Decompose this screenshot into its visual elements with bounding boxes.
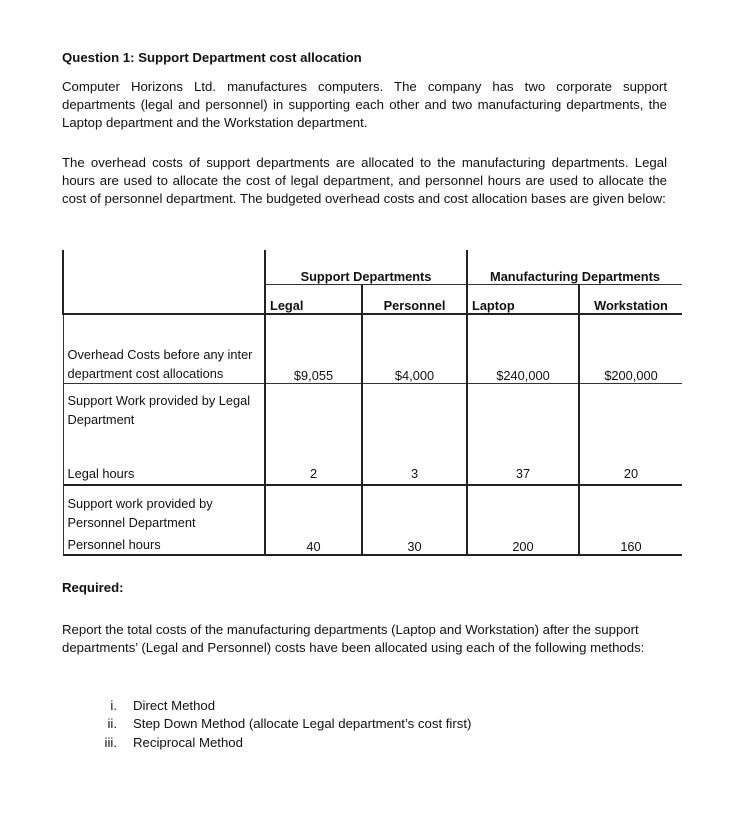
cost-table xyxy=(62,250,682,556)
row-sublabel: Personnel hours xyxy=(67,537,161,552)
row-sublabel: Legal hours xyxy=(67,466,135,481)
intro-paragraph: Computer Horizons Ltd. manufactures computers. The company has two corporate support departments (legal and personnel) in supporting each other and two manufacturing departments, the Laptop department and the Workstation department. xyxy=(62,79,667,130)
question-title: Question 1: Support Department cost allocation xyxy=(62,50,362,65)
table-row xyxy=(63,314,682,383)
support-departments-header: Support Departments xyxy=(265,250,467,284)
cell: 200 xyxy=(467,485,579,555)
table-row xyxy=(63,485,682,555)
cell: 160 xyxy=(579,485,682,555)
col-personnel: Personnel xyxy=(362,284,467,314)
cell: 30 xyxy=(362,485,467,555)
empty-header-cell xyxy=(63,284,265,314)
cell: 37 xyxy=(467,383,579,485)
row-label: Overhead Costs before any inter department cost allocations xyxy=(63,314,265,383)
col-legal: Legal xyxy=(265,284,362,314)
cost-paragraph: The overhead costs of support departments are allocated to the manufacturing departments. Legal hours are used to allocate the cost of legal department, and personnel hours are used to allocate the cost of personnel department. The budgeted overhead costs and cost allocation bases are given below: xyxy=(62,155,667,206)
cell: $200,000 xyxy=(579,314,682,383)
col-workstation: Workstation xyxy=(579,284,682,314)
row-label: Support Work provided by Legal Department xyxy=(67,392,251,427)
empty-header-cell xyxy=(63,250,265,284)
manufacturing-departments-header: Manufacturing Departments xyxy=(467,250,682,284)
cell: 2 xyxy=(265,383,362,485)
cell: $240,000 xyxy=(467,314,579,383)
method-item: ii. Step Down Method (allocate Legal department’s cost first) xyxy=(107,716,472,731)
cell: $4,000 xyxy=(362,314,467,383)
cell: $9,055 xyxy=(265,314,362,383)
col-laptop: Laptop xyxy=(467,284,579,314)
method-item: iii. Reciprocal Method xyxy=(104,735,243,750)
cell: 40 xyxy=(265,485,362,555)
cell: 3 xyxy=(362,383,467,485)
cell: 20 xyxy=(579,383,682,485)
table-row xyxy=(63,383,682,485)
required-text: Report the total costs of the manufacturing departments (Laptop and Workstation) after the support departments’ (Legal and Personnel) costs have been allocated using each of the following methods: xyxy=(62,622,645,655)
row-label: Support work provided by Personnel Department xyxy=(67,496,213,530)
required-label: Required: xyxy=(62,580,124,595)
method-item: i. Direct Method xyxy=(110,698,216,713)
